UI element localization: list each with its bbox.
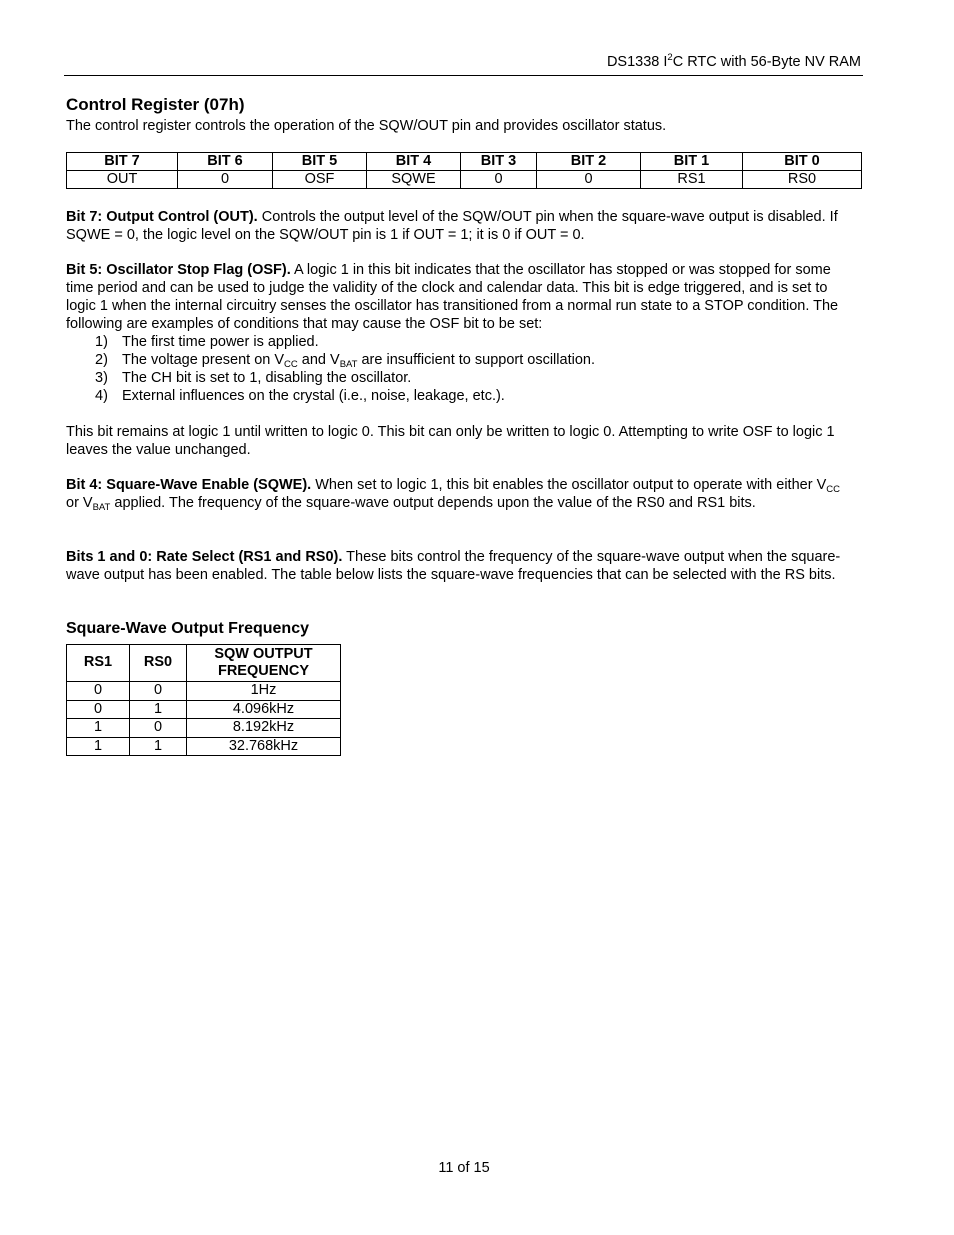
table-cell: 1Hz bbox=[187, 682, 341, 701]
list-item: 1) The first time power is applied. bbox=[95, 334, 319, 350]
table-cell: 4.096kHz bbox=[187, 700, 341, 719]
register-value-cell: OSF bbox=[273, 171, 367, 189]
register-value-row bbox=[67, 171, 862, 189]
bit7-heading: Bit 7: Output Control (OUT). bbox=[66, 209, 258, 225]
freq-header-cell: RS0 bbox=[130, 645, 187, 682]
bits10-paragraph bbox=[66, 548, 856, 584]
bit7-paragraph bbox=[66, 208, 856, 244]
freq-header-cell: SQW OUTPUT FREQUENCY bbox=[187, 645, 341, 682]
register-value-cell: RS1 bbox=[641, 171, 743, 189]
register-value-cell: OUT bbox=[67, 171, 178, 189]
list-item: 2) The voltage present on $V_{CC}$ and $V_{BAT}$ are insufficient to support oscillation. bbox=[95, 352, 595, 370]
table-cell: 0 bbox=[130, 682, 187, 701]
bit5-heading: Bit 5: Oscillator Stop Flag (OSF). bbox=[66, 262, 291, 278]
freq-header-cell: RS1 bbox=[67, 645, 130, 682]
register-value-cell: 0 bbox=[461, 171, 537, 189]
register-value-cell: 0 bbox=[178, 171, 273, 189]
bit4-paragraph: Bit 4: Square-Wave Enable (SQWE). When set to logic 1, this bit enables the oscillator output to operate with either $V_{CC}$ or $V_{BAT}$ applied. The frequency of the square-wave output depends upon the value of the RS0 and RS1 bits. bbox=[66, 477, 840, 513]
register-value-cell: RS0 bbox=[743, 171, 862, 189]
table-row bbox=[67, 700, 341, 719]
table-cell: 1 bbox=[67, 737, 130, 756]
bits10-text: These bits control the frequency of the square-wave output when the square-wave output has been enabled. The table below lists the square-wave frequencies that can be selected with the RS bits. bbox=[66, 549, 841, 583]
section-title: Control Register (07h) bbox=[66, 95, 245, 114]
register-header-cell: BIT 1 bbox=[641, 153, 743, 171]
table-cell: 1 bbox=[67, 719, 130, 738]
table-cell: 0 bbox=[67, 700, 130, 719]
bit5-text: A logic 1 in this bit indicates that the oscillator has stopped or was stopped for some time period and can be used to judge the validity of the clock and calendar data. This bit is edge triggered, and is set to logic 1 when the internal circuitry senses the oscillator has transitioned from a normal run state to a STOP condition. The following are examples of conditions that may cause the OSF bit to be set: bbox=[66, 262, 839, 332]
osf-followup-paragraph: This bit remains at logic 1 until written to logic 0. This bit can only be written to logic 0. Attempting to write OSF to logic 1 leaves the value unchanged. bbox=[66, 424, 835, 458]
register-header-cell: BIT 7 bbox=[67, 153, 178, 171]
register-value-cell: 0 bbox=[537, 171, 641, 189]
list-item: 4) External influences on the crystal (i.e., noise, leakage, etc.). bbox=[95, 388, 505, 404]
register-header-row bbox=[67, 153, 862, 171]
table-cell: 1 bbox=[130, 700, 187, 719]
table-row bbox=[67, 682, 341, 701]
table-row bbox=[67, 719, 341, 738]
table-cell: 0 bbox=[130, 719, 187, 738]
register-header-cell: BIT 6 bbox=[178, 153, 273, 171]
register-header-cell: BIT 3 bbox=[461, 153, 537, 171]
header-divider bbox=[64, 75, 863, 76]
register-header-cell: BIT 0 bbox=[743, 153, 862, 171]
osf-causes-list bbox=[95, 333, 595, 405]
control-register-table bbox=[66, 152, 862, 189]
section-intro: The control register controls the operation of the SQW/OUT pin and provides oscillator status. bbox=[66, 118, 667, 134]
register-header-cell: BIT 5 bbox=[273, 153, 367, 171]
bit5-paragraph bbox=[66, 261, 856, 333]
register-header-cell: BIT 4 bbox=[367, 153, 461, 171]
register-value-cell: SQWE bbox=[367, 171, 461, 189]
bits10-heading: Bits 1 and 0: Rate Select (RS1 and RS0). bbox=[66, 549, 343, 565]
bit7-text: Controls the output level of the SQW/OUT pin when the square-wave output is disabled. If SQWE = 0, the logic level on the SQW/OUT pin is 1 if OUT = 1; it is 0 if OUT = 0. bbox=[66, 209, 838, 243]
freq-table-title: Square-Wave Output Frequency bbox=[66, 620, 309, 637]
square-wave-frequency-table bbox=[66, 644, 341, 756]
bit4-heading: Bit 4: Square-Wave Enable (SQWE). bbox=[66, 477, 312, 493]
list-item: 3) The CH bit is set to 1, disabling the oscillator. bbox=[95, 370, 412, 386]
freq-header-row bbox=[67, 645, 341, 682]
table-cell: 1 bbox=[130, 737, 187, 756]
register-header-cell: BIT 2 bbox=[537, 153, 641, 171]
table-cell: 32.768kHz bbox=[187, 737, 341, 756]
table-cell: 0 bbox=[67, 682, 130, 701]
page-number: 11 of 15 bbox=[438, 1160, 490, 1176]
table-row bbox=[67, 737, 341, 756]
document-header-title: DS1338 $I^2C$ RTC with 56-Byte NV RAM bbox=[606, 52, 861, 70]
table-cell: 8.192kHz bbox=[187, 719, 341, 738]
